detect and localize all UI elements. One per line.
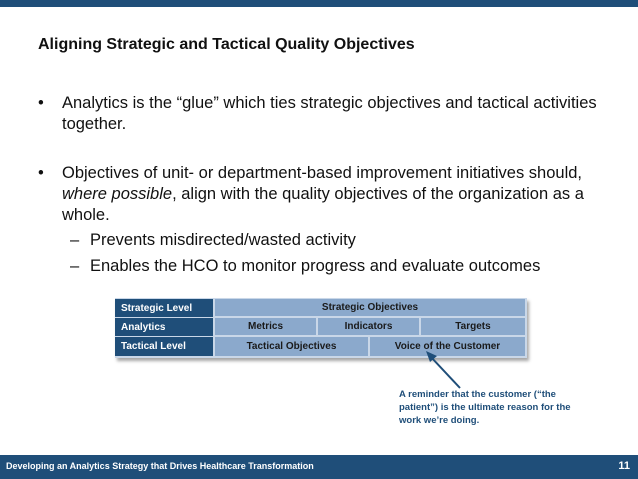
footer-bar bbox=[0, 455, 638, 479]
page-number: 11 bbox=[618, 460, 630, 472]
tactical-objectives-cell: Tactical Objectives bbox=[215, 337, 368, 356]
footer-text: Developing an Analytics Strategy that Drives Healthcare Transformation bbox=[6, 461, 314, 471]
row-label-strategic: Strategic Level bbox=[115, 299, 213, 317]
bullet-text: Analytics is the “glue” which ties strategic objectives and tactical activities together. bbox=[62, 94, 597, 133]
callout-arrow-icon bbox=[420, 350, 470, 392]
row-label-tactical: Tactical Level bbox=[115, 337, 213, 356]
strategic-objectives-cell: Strategic Objectives bbox=[215, 299, 525, 316]
top-bar bbox=[0, 0, 638, 7]
targets-cell: Targets bbox=[421, 318, 525, 335]
sub-bullet-text: Prevents misdirected/wasted activity bbox=[90, 231, 356, 249]
bullet-symbol: • bbox=[38, 164, 44, 182]
voice-of-customer-cell: Voice of the Customer bbox=[370, 337, 525, 356]
sub-bullet-symbol: – bbox=[70, 231, 80, 249]
callout-note: A reminder that the customer (“the patient”) is the ultimate reason for the work we’re doing. bbox=[399, 389, 571, 426]
metrics-cell: Metrics bbox=[215, 318, 316, 335]
slide-title: Aligning Strategic and Tactical Quality Objectives bbox=[38, 36, 415, 53]
sub-bullet-text: Enables the HCO to monitor progress and evaluate outcomes bbox=[90, 257, 541, 275]
sub-bullet-symbol: – bbox=[70, 257, 80, 275]
bullet-text-part: , align with the quality objectives of the organization as a whole. bbox=[62, 185, 584, 224]
indicators-cell: Indicators bbox=[318, 318, 419, 335]
bullet-symbol: • bbox=[38, 94, 44, 112]
bullet-text bbox=[62, 163, 602, 226]
row-label-analytics: Analytics bbox=[115, 318, 213, 336]
alignment-diagram bbox=[115, 298, 527, 358]
bullet-text-emphasis: where possible bbox=[62, 185, 173, 203]
bullet-text-part: Objectives of unit- or department-based improvement initiatives should, bbox=[62, 164, 582, 182]
